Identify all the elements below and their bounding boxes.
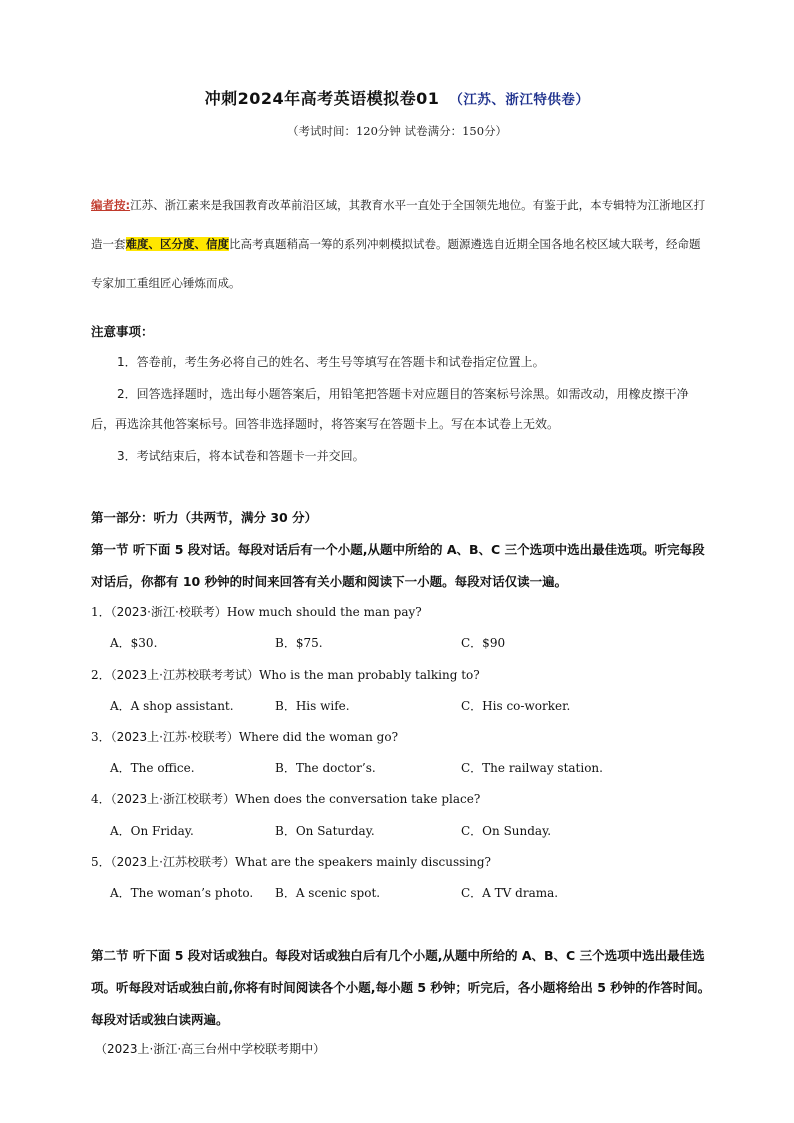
editor-text-1: 江苏、浙江素来是我国教育改革前沿区域，其教育水平一直处于全国领先地位。有鉴于此，本专辑特为江浙地区打造一套 bbox=[91, 198, 706, 251]
question-number: 4． bbox=[91, 792, 111, 806]
question-number: 2． bbox=[91, 668, 111, 682]
q1-option-a[interactable]: A．$30. bbox=[110, 636, 158, 650]
section1-instructions: 第一节 听下面 5 段对话。每段对话后有一个小题,从题中所给的 A、B、C 三个选项中选出最佳选项。听完每段对话后，你都有 10 秒钟的时间来回答有关小题和阅读下一小题。每段对话仅读一遍。 bbox=[91, 542, 705, 589]
section2-instructions: 第二节 听下面 5 段对话或独白。每段对话或独白后有几个小题,从题中所给的 A、B、C 三个选项中选出最佳选项。听每段对话或独白前,你将有时间阅读各个小题,每小题 5 秒钟；听完后，各小题将给出 5 秒钟的作答时间。每段对话或独白读两遍。 bbox=[91, 948, 711, 1027]
q3-option-a[interactable]: A．The office. bbox=[110, 761, 195, 775]
question-1 bbox=[91, 603, 422, 620]
q4-option-c[interactable]: C．On Sunday. bbox=[461, 824, 552, 838]
question-4 bbox=[91, 790, 480, 807]
question-source: （2023上·浙江校联考） bbox=[110, 792, 235, 806]
title-subtitle: （江苏、浙江特供卷） bbox=[449, 92, 590, 108]
question-3 bbox=[91, 728, 398, 745]
question-text: How much should the man pay? bbox=[226, 605, 422, 619]
question-source: （2023上·江苏校联考考试） bbox=[110, 668, 259, 682]
q5-option-b[interactable]: B．A scenic spot. bbox=[275, 886, 381, 900]
part1-heading: 第一部分：听力（共两节，满分 30 分） bbox=[91, 510, 318, 525]
q2-option-a[interactable]: A．A shop assistant. bbox=[110, 699, 234, 713]
q5-option-a[interactable]: A．The woman’s photo. bbox=[110, 886, 254, 900]
q2-option-c[interactable]: C．His co-worker. bbox=[461, 699, 571, 713]
editor-label: 编者按: bbox=[91, 198, 131, 212]
note-item-2: 2．回答选择题时，选出每小题答案后，用铅笔把答题卡对应题目的答案标号涂黑。如需改动，用橡皮擦干净后，再选涂其他答案标号。回答非选择题时，将答案写在答题卡上。写在本试卷上无效。 bbox=[91, 387, 689, 431]
question-number: 1． bbox=[91, 605, 111, 619]
notes-heading: 注意事项： bbox=[91, 324, 154, 339]
note-item-3: 3．考试结束后，将本试卷和答题卡一并交回。 bbox=[117, 449, 365, 463]
title-main: 冲刺2024年高考英语模拟卷01 bbox=[204, 89, 440, 108]
q1-option-b[interactable]: B．$75. bbox=[275, 636, 323, 650]
question-text: Where did the woman go? bbox=[238, 730, 399, 744]
section2-source: （2023上·浙江·高三台州中学校联考期中） bbox=[95, 1042, 326, 1056]
question-source: （2023上·江苏校联考） bbox=[110, 855, 235, 869]
question-number: 5． bbox=[91, 855, 111, 869]
q5-option-c[interactable]: C．A TV drama. bbox=[461, 886, 559, 900]
editor-note bbox=[91, 186, 707, 303]
question-2 bbox=[91, 666, 480, 683]
q4-option-b[interactable]: B．On Saturday. bbox=[275, 824, 375, 838]
editor-highlight: 难度、区分度、信度 bbox=[125, 237, 229, 251]
question-text: Who is the man probably talking to? bbox=[259, 668, 480, 682]
question-text: When does the conversation take place? bbox=[235, 792, 481, 806]
question-source: （2023·浙江·校联考） bbox=[110, 605, 227, 619]
note-item-1: 1．答卷前，考生务必将自己的姓名、考生号等填写在答题卡和试卷指定位置上。 bbox=[117, 355, 545, 369]
q2-option-b[interactable]: B．His wife. bbox=[275, 699, 350, 713]
page-title bbox=[0, 86, 794, 109]
q4-option-a[interactable]: A．On Friday. bbox=[110, 824, 194, 838]
editor-text-2: 比高考真题稍高一筹的系列冲刺模拟试卷。题源遴选自近期全国各地名校区域大联考，经命题专家加工重组匠心锤炼而成。 bbox=[91, 237, 701, 290]
q3-option-c[interactable]: C．The railway station. bbox=[461, 761, 603, 775]
q3-option-b[interactable]: B．The doctor’s. bbox=[275, 761, 376, 775]
question-number: 3． bbox=[91, 730, 111, 744]
exam-meta: （考试时间：120分钟 试卷满分：150分） bbox=[286, 124, 508, 138]
question-5 bbox=[91, 853, 491, 870]
question-source: （2023上·江苏·校联考） bbox=[110, 730, 239, 744]
question-text: What are the speakers mainly discussing? bbox=[235, 855, 491, 869]
q1-option-c[interactable]: C．$90 bbox=[461, 636, 506, 650]
